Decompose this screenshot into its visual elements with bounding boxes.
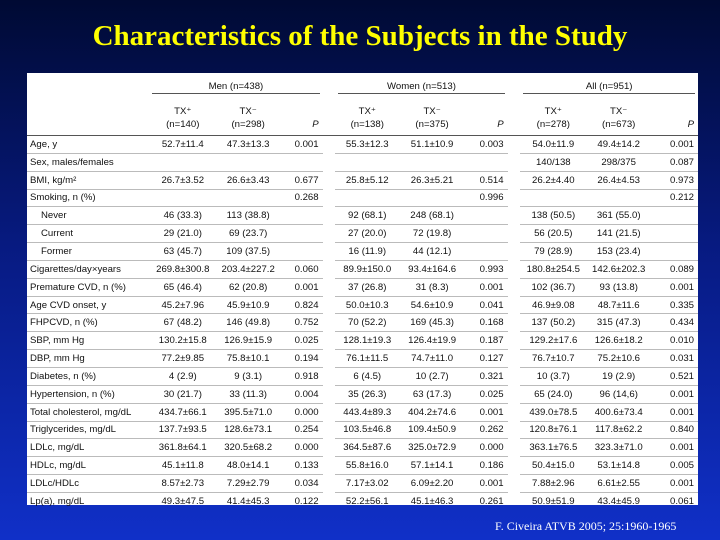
p-value-cell [280,207,323,225]
value-cell: 113 (38.8) [216,207,280,225]
value-cell: 54.0±11.9 [532,138,575,150]
value-cell: 27 (20.0) [335,225,399,243]
value-cell: 74.7±11.0 [399,350,465,368]
value-cell: 10 (2.7) [399,367,465,385]
p-value-cell: 0.840 [651,421,698,439]
p-value-cell [280,153,323,171]
value-cell: 46.9±9.08 [520,296,586,314]
p-value-cell: 0.918 [280,367,323,385]
table-row [27,475,698,493]
value-cell: 361 (55.0) [586,207,651,225]
value-cell: 6.09±2.20 [399,475,465,493]
value-cell: 140/138 [520,153,586,171]
value-cell: 70 (52.2) [335,314,399,332]
p-value-cell: 0.973 [651,171,698,189]
table-row [27,207,698,225]
value-cell: 16 (11.9) [335,243,399,261]
men-p-header: P [280,101,323,136]
p-value-cell: 0.001 [651,385,698,403]
value-cell: 142.6±202.3 [586,260,651,278]
value-cell: 320.5±68.2 [216,439,280,457]
p-value-cell: 0.254 [280,421,323,439]
value-cell: 54.6±10.9 [399,296,465,314]
p-value-cell: 0.089 [651,260,698,278]
value-cell: 44 (12.1) [399,243,465,261]
p-value-cell: 0.168 [465,314,508,332]
value-cell: 128.6±73.1 [216,421,280,439]
value-cell: 48.7±11.6 [586,296,651,314]
p-value-cell: 0.061 [651,492,698,509]
women-tx-neg-header: TX⁻ (n=375) [399,101,465,136]
value-cell: 137 (50.2) [520,314,586,332]
p-value-cell: 0.677 [280,171,323,189]
p-value-cell: 0.001 [465,475,508,493]
value-cell: 137.7±93.5 [149,421,216,439]
p-value-cell: 0.752 [280,314,323,332]
p-value-cell [651,243,698,261]
characteristics-table-panel [27,73,698,505]
value-cell: 203.4±227.2 [216,260,280,278]
p-value-cell [280,243,323,261]
p-value-cell: 0.034 [280,475,323,493]
p-value-cell [465,243,508,261]
value-cell: 51.1±10.9 [410,138,454,150]
value-cell: 69 (23.7) [216,225,280,243]
value-cell: 138 (50.5) [520,207,586,225]
p-value-cell: 0.001 [465,403,508,421]
row-label: Diabetes, n (%) [27,367,149,385]
citation: F. Civeira ATVB 2005; 25:1960-1965 [495,519,677,533]
value-cell: 26.6±3.43 [216,171,280,189]
value-cell: 325.0±72.9 [399,439,465,457]
p-value-cell: 0.268 [280,189,323,207]
value-cell: 126.6±18.2 [586,332,651,350]
table-row [27,332,698,350]
p-value-cell: 0.001 [465,278,508,296]
row-label: Premature CVD, n (%) [27,278,149,296]
value-cell: 52.7±11.4 [161,138,204,150]
value-cell: 248 (68.1) [399,207,465,225]
value-cell [399,189,465,207]
row-label: DBP, mm Hg [27,350,149,368]
row-label: Lp(a), mg/dL [27,492,149,509]
p-value-cell: 0.000 [465,439,508,457]
value-cell: 76.7±10.7 [520,350,586,368]
value-cell: 10 (3.7) [520,367,586,385]
table-row [27,225,698,243]
value-cell: 102 (36.7) [520,278,586,296]
p-value-cell [651,207,698,225]
p-value-cell [465,207,508,225]
value-cell: 7.88±2.96 [520,475,586,493]
group-header-row [27,73,698,101]
women-tx-pos-header: TX⁺ (n=138) [335,101,399,136]
value-cell: 79 (28.9) [520,243,586,261]
p-value-cell: 0.025 [465,385,508,403]
all-p-header: P [651,101,698,136]
value-cell: 89.9±150.0 [335,260,399,278]
value-cell: 77.2±9.85 [149,350,216,368]
value-cell [335,189,399,207]
p-value-cell: 0.000 [280,439,323,457]
p-value-cell: 0.004 [280,385,323,403]
table-row [27,296,698,314]
p-value-cell: 0.335 [651,296,698,314]
p-value-cell: 0.060 [280,260,323,278]
value-cell: 41.4±45.3 [216,492,280,509]
value-cell: 67 (48.2) [149,314,216,332]
value-cell: 50.0±10.3 [335,296,399,314]
row-label: SBP, mm Hg [27,332,149,350]
row-label: LDLc/HDLc [27,475,149,493]
value-cell: 63 (17.3) [399,385,465,403]
p-value-cell: 0.186 [465,457,508,475]
row-label: Age CVD onset, y [27,296,149,314]
table-row [27,439,698,457]
p-value-cell: 0.521 [651,367,698,385]
row-label: Total cholesterol, mg/dL [27,403,149,421]
value-cell: 30 (21.7) [149,385,216,403]
row-label: Sex, males/females [27,153,149,171]
value-cell: 49.3±47.5 [149,492,216,509]
subheader-row [27,101,698,136]
value-cell [216,153,280,171]
row-label: Former [27,243,149,261]
value-cell: 92 (68.1) [335,207,399,225]
value-cell [216,189,280,207]
value-cell: 75.8±10.1 [216,350,280,368]
row-label: Hypertension, n (%) [27,385,149,403]
row-label: Cigarettes/day×years [27,260,149,278]
value-cell: 63 (45.7) [149,243,216,261]
value-cell: 404.2±74.6 [399,403,465,421]
value-cell: 361.8±64.1 [149,439,216,457]
value-cell: 48.0±14.1 [216,457,280,475]
value-cell: 65 (24.0) [520,385,586,403]
table-row [27,136,698,154]
value-cell: 49.4±14.2 [597,138,640,150]
p-value-cell: 0.031 [651,350,698,368]
p-value-cell: 0.041 [465,296,508,314]
group-header-women: Women (n=513) [335,73,507,101]
value-cell: 7.29±2.79 [216,475,280,493]
value-cell: 45.9±10.9 [216,296,280,314]
value-cell: 130.2±15.8 [149,332,216,350]
p-value-cell: 0.001 [651,278,698,296]
value-cell: 6.61±2.55 [586,475,651,493]
row-label: FHPCVD, n (%) [27,314,149,332]
value-cell: 395.5±71.0 [216,403,280,421]
value-cell: 109 (37.5) [216,243,280,261]
value-cell: 443.4±89.3 [335,403,399,421]
value-cell: 126.4±19.9 [399,332,465,350]
value-cell: 400.6±73.4 [586,403,651,421]
value-cell: 26.2±4.40 [520,171,586,189]
value-cell: 29 (21.0) [149,225,216,243]
p-value-cell [465,153,508,171]
value-cell: 169 (45.3) [399,314,465,332]
value-cell [335,153,399,171]
value-cell: 6 (4.5) [335,367,399,385]
value-cell: 8.57±2.73 [149,475,216,493]
p-value-cell: 0.127 [465,350,508,368]
value-cell [520,189,586,207]
value-cell: 26.4±4.53 [586,171,651,189]
p-value-cell: 0.010 [651,332,698,350]
table-row [27,314,698,332]
value-cell: 323.3±71.0 [586,439,651,457]
value-cell: 109.4±50.9 [399,421,465,439]
p-value-cell: 0.996 [465,189,508,207]
row-label: Smoking, n (%) [27,189,149,207]
p-value-cell: 0.000 [280,403,323,421]
p-value-cell: 0.122 [280,492,323,509]
p-value-cell: 0.001 [651,475,698,493]
value-cell: 93 (13.8) [586,278,651,296]
value-cell: 37 (26.8) [335,278,399,296]
value-cell: 31 (8.3) [399,278,465,296]
row-label: LDLc, mg/dL [27,439,149,457]
value-cell: 53.1±14.8 [586,457,651,475]
value-cell: 52.2±56.1 [335,492,399,509]
table-row [27,367,698,385]
value-cell: 439.0±78.5 [520,403,586,421]
p-value-cell [651,225,698,243]
value-cell: 45.1±11.8 [149,457,216,475]
value-cell: 65 (46.4) [149,278,216,296]
p-value-cell: 0.133 [280,457,323,475]
value-cell [149,189,216,207]
p-value-cell: 0.001 [651,439,698,457]
row-label: BMI, kg/m² [27,171,149,189]
all-tx-pos-header: TX⁺ (n=278) [520,101,586,136]
value-cell: 25.8±5.12 [335,171,399,189]
table-row [27,243,698,261]
value-cell: 364.5±87.6 [335,439,399,457]
value-cell: 103.5±46.8 [335,421,399,439]
value-cell: 141 (21.5) [586,225,651,243]
value-cell: 45.1±46.3 [399,492,465,509]
value-cell: 76.1±11.5 [335,350,399,368]
p-value-cell: 0.005 [651,457,698,475]
men-tx-neg-header: TX⁻ (n=298) [216,101,280,136]
p-value-cell: 0.025 [280,332,323,350]
p-value-cell: 0.261 [465,492,508,509]
value-cell: 298/375 [586,153,651,171]
p-value-cell: 0.194 [280,350,323,368]
value-cell: 50.9±51.9 [520,492,586,509]
p-value-cell: 0.001 [280,278,323,296]
value-cell [399,153,465,171]
value-cell: 26.7±3.52 [149,171,216,189]
value-cell: 129.2±17.6 [520,332,586,350]
value-cell [586,189,651,207]
table-row [27,278,698,296]
table-row [27,350,698,368]
value-cell: 117.8±62.2 [586,421,651,439]
p-value-cell: 0.993 [465,260,508,278]
value-cell [149,153,216,171]
row-label: Current [27,225,149,243]
p-value-cell: 0.003 [479,138,504,150]
row-label: Age, y [30,138,58,150]
p-value-cell: 0.262 [465,421,508,439]
value-cell: 56 (20.5) [520,225,586,243]
value-cell: 153 (23.4) [586,243,651,261]
table-body [27,136,698,510]
p-value-cell: 0.087 [651,153,698,171]
value-cell: 72 (19.8) [399,225,465,243]
row-label: Triglycerides, mg/dL [27,421,149,439]
table-row [27,260,698,278]
p-value-cell: 0.001 [651,403,698,421]
value-cell: 7.17±3.02 [335,475,399,493]
value-cell: 269.8±300.8 [149,260,216,278]
blank-header-cell [27,73,149,101]
value-cell: 126.9±15.9 [216,332,280,350]
p-value-cell [280,225,323,243]
table-row [27,457,698,475]
value-cell: 146 (49.8) [216,314,280,332]
value-cell: 62 (20.8) [216,278,280,296]
value-cell: 55.3±12.3 [345,138,389,150]
p-value-cell: 0.321 [465,367,508,385]
value-cell: 55.8±16.0 [335,457,399,475]
p-value-cell: 0.824 [280,296,323,314]
value-cell: 26.3±5.21 [399,171,465,189]
value-cell: 46 (33.3) [149,207,216,225]
p-value-cell: 0.212 [651,189,698,207]
p-value-cell: 0.434 [651,314,698,332]
value-cell: 363.1±76.5 [520,439,586,457]
value-cell: 35 (26.3) [335,385,399,403]
p-value-cell [465,225,508,243]
p-value-cell: 0.514 [465,171,508,189]
value-cell: 4 (2.9) [149,367,216,385]
table-row [27,171,698,189]
value-cell: 33 (11.3) [216,385,280,403]
table-row [27,403,698,421]
value-cell: 93.4±164.6 [399,260,465,278]
value-cell: 19 (2.9) [586,367,651,385]
men-tx-pos-header: TX⁺ (n=140) [149,101,216,136]
all-tx-neg-header: TX⁻ (n=673) [586,101,651,136]
row-label: Never [27,207,149,225]
p-value-cell: 0.001 [669,138,694,150]
row-label: HDLc, mg/dL [27,457,149,475]
value-cell: 57.1±14.1 [399,457,465,475]
value-cell: 47.3±13.3 [226,138,270,150]
group-header-all: All (n=951) [520,73,698,101]
table-row [27,385,698,403]
value-cell: 434.7±66.1 [149,403,216,421]
value-cell: 75.2±10.6 [586,350,651,368]
value-cell: 180.8±254.5 [520,260,586,278]
table-row [27,421,698,439]
value-cell: 50.4±15.0 [520,457,586,475]
value-cell: 9 (3.1) [216,367,280,385]
value-cell: 315 (47.3) [586,314,651,332]
value-cell: 43.4±45.9 [586,492,651,509]
table-row [27,189,698,207]
table-row [27,492,698,509]
value-cell: 120.8±76.1 [520,421,586,439]
slide-title: Characteristics of the Subjects in the Study [92,20,628,52]
value-cell: 128.1±19.3 [335,332,399,350]
table-row [27,153,698,171]
value-cell: 96 (14,6) [586,385,651,403]
p-value-cell: 0.187 [465,332,508,350]
characteristics-table [27,73,698,510]
value-cell: 45.2±7.96 [149,296,216,314]
p-value-cell: 0.001 [294,138,319,150]
group-header-men: Men (n=438) [149,73,322,101]
women-p-header: P [465,101,508,136]
